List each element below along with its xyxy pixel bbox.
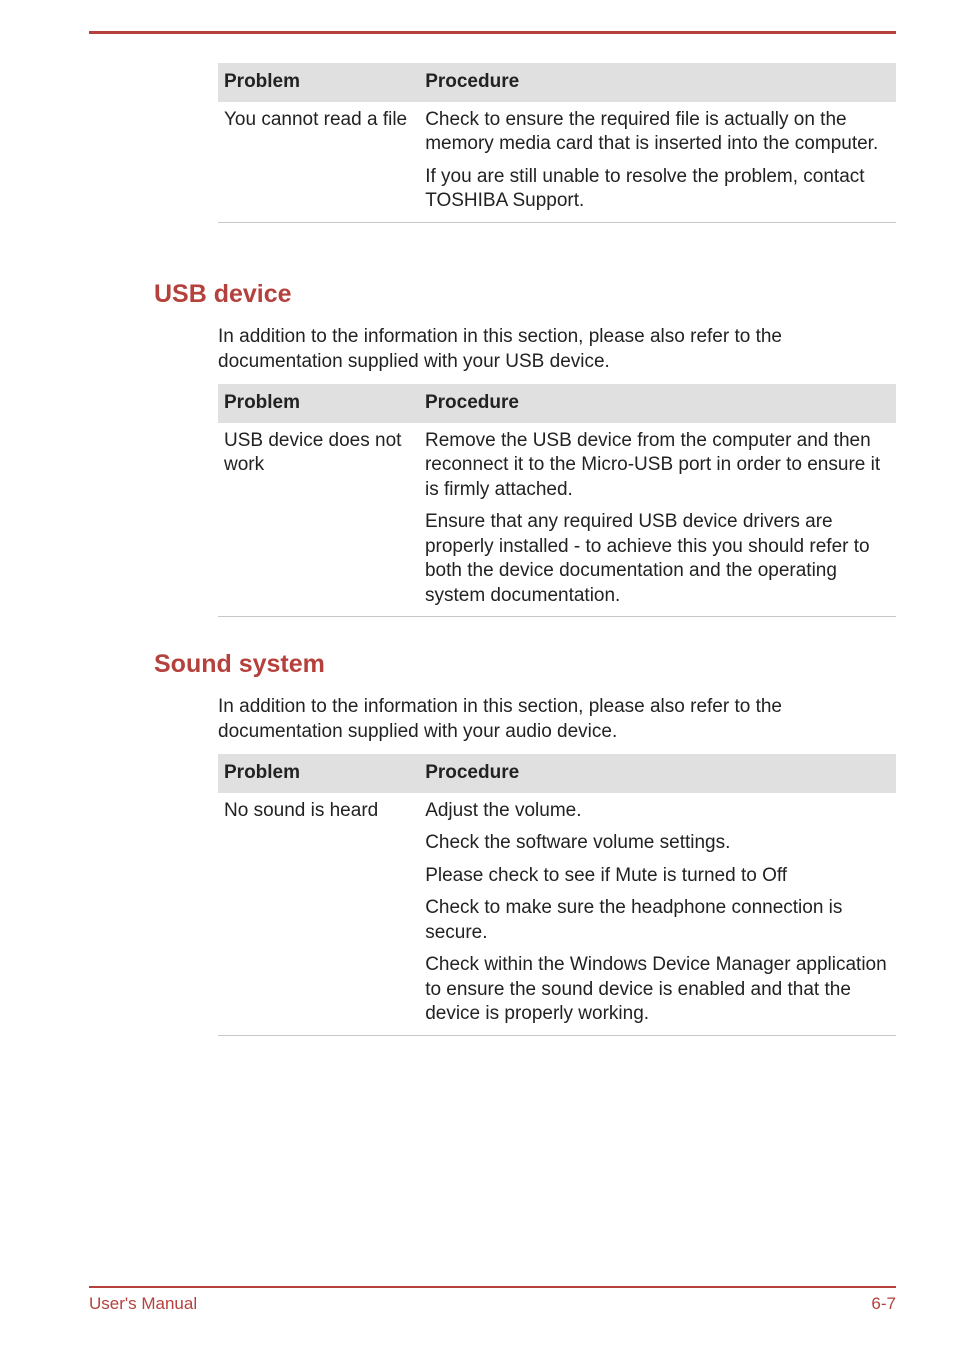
column-header-procedure: Procedure xyxy=(419,384,896,423)
procedure-step: Please check to see if Mute is turned to Off xyxy=(425,864,788,886)
procedure-cell xyxy=(419,423,896,617)
column-header-procedure: Procedure xyxy=(419,754,896,793)
section-heading-sound-system: Sound system xyxy=(154,650,325,678)
problem-table xyxy=(218,754,896,1036)
problem-table xyxy=(218,384,896,617)
table-row xyxy=(218,793,896,1036)
procedure-cell xyxy=(419,793,896,1036)
section-heading-usb-device: USB device xyxy=(154,280,292,308)
procedure-step: Check to ensure the required file is actually on the memory media card that is inserted into the computer. xyxy=(425,108,879,154)
table-block-memory-card xyxy=(218,63,896,223)
procedure-step: If you are still unable to resolve the problem, contact TOSHIBA Support. xyxy=(425,165,865,211)
table-block-sound-system xyxy=(218,754,896,1036)
problem-cell: No sound is heard xyxy=(218,793,419,1036)
procedure-step: Remove the USB device from the computer and then reconnect it to the Micro-USB port in order to ensure it is firmly attached. xyxy=(424,429,881,500)
header-rule xyxy=(89,31,896,34)
footer-page-number: 6-7 xyxy=(871,1294,896,1313)
table-header-row xyxy=(218,63,896,102)
table-row xyxy=(218,423,896,617)
section-intro-sound-system: In addition to the information in this section, please also refer to the documentation supplied with your audio device. xyxy=(218,696,782,742)
footer-manual-title: User's Manual xyxy=(89,1294,198,1313)
procedure-step: Check to make sure the headphone connection is secure. xyxy=(425,897,843,943)
problem-cell: You cannot read a file xyxy=(218,102,419,223)
procedure-step: Check within the Windows Device Manager application to ensure the sound device is enabled and that the device is properly working. xyxy=(425,954,887,1024)
footer-rule xyxy=(89,1286,896,1288)
table-header-row xyxy=(218,384,896,423)
problem-cell: USB device does not work xyxy=(218,423,419,617)
procedure-step: Adjust the volume. xyxy=(425,799,582,821)
column-header-problem: Problem xyxy=(218,384,419,423)
table-row xyxy=(218,102,896,223)
table-header-row xyxy=(218,754,896,793)
procedure-step: Check the software volume settings. xyxy=(425,832,731,853)
procedure-cell xyxy=(419,102,896,223)
problem-table xyxy=(218,63,896,223)
section-intro-usb-device: In addition to the information in this section, please also refer to the documentation supplied with your USB device. xyxy=(218,326,782,372)
table-block-usb-device xyxy=(218,384,896,617)
column-header-procedure: Procedure xyxy=(419,63,896,102)
column-header-problem: Problem xyxy=(218,63,419,102)
column-header-problem: Problem xyxy=(218,754,419,793)
procedure-step: Ensure that any required USB device drivers are properly installed - to achieve this you should refer to both the device documentation and the operating system documentation. xyxy=(424,511,870,606)
